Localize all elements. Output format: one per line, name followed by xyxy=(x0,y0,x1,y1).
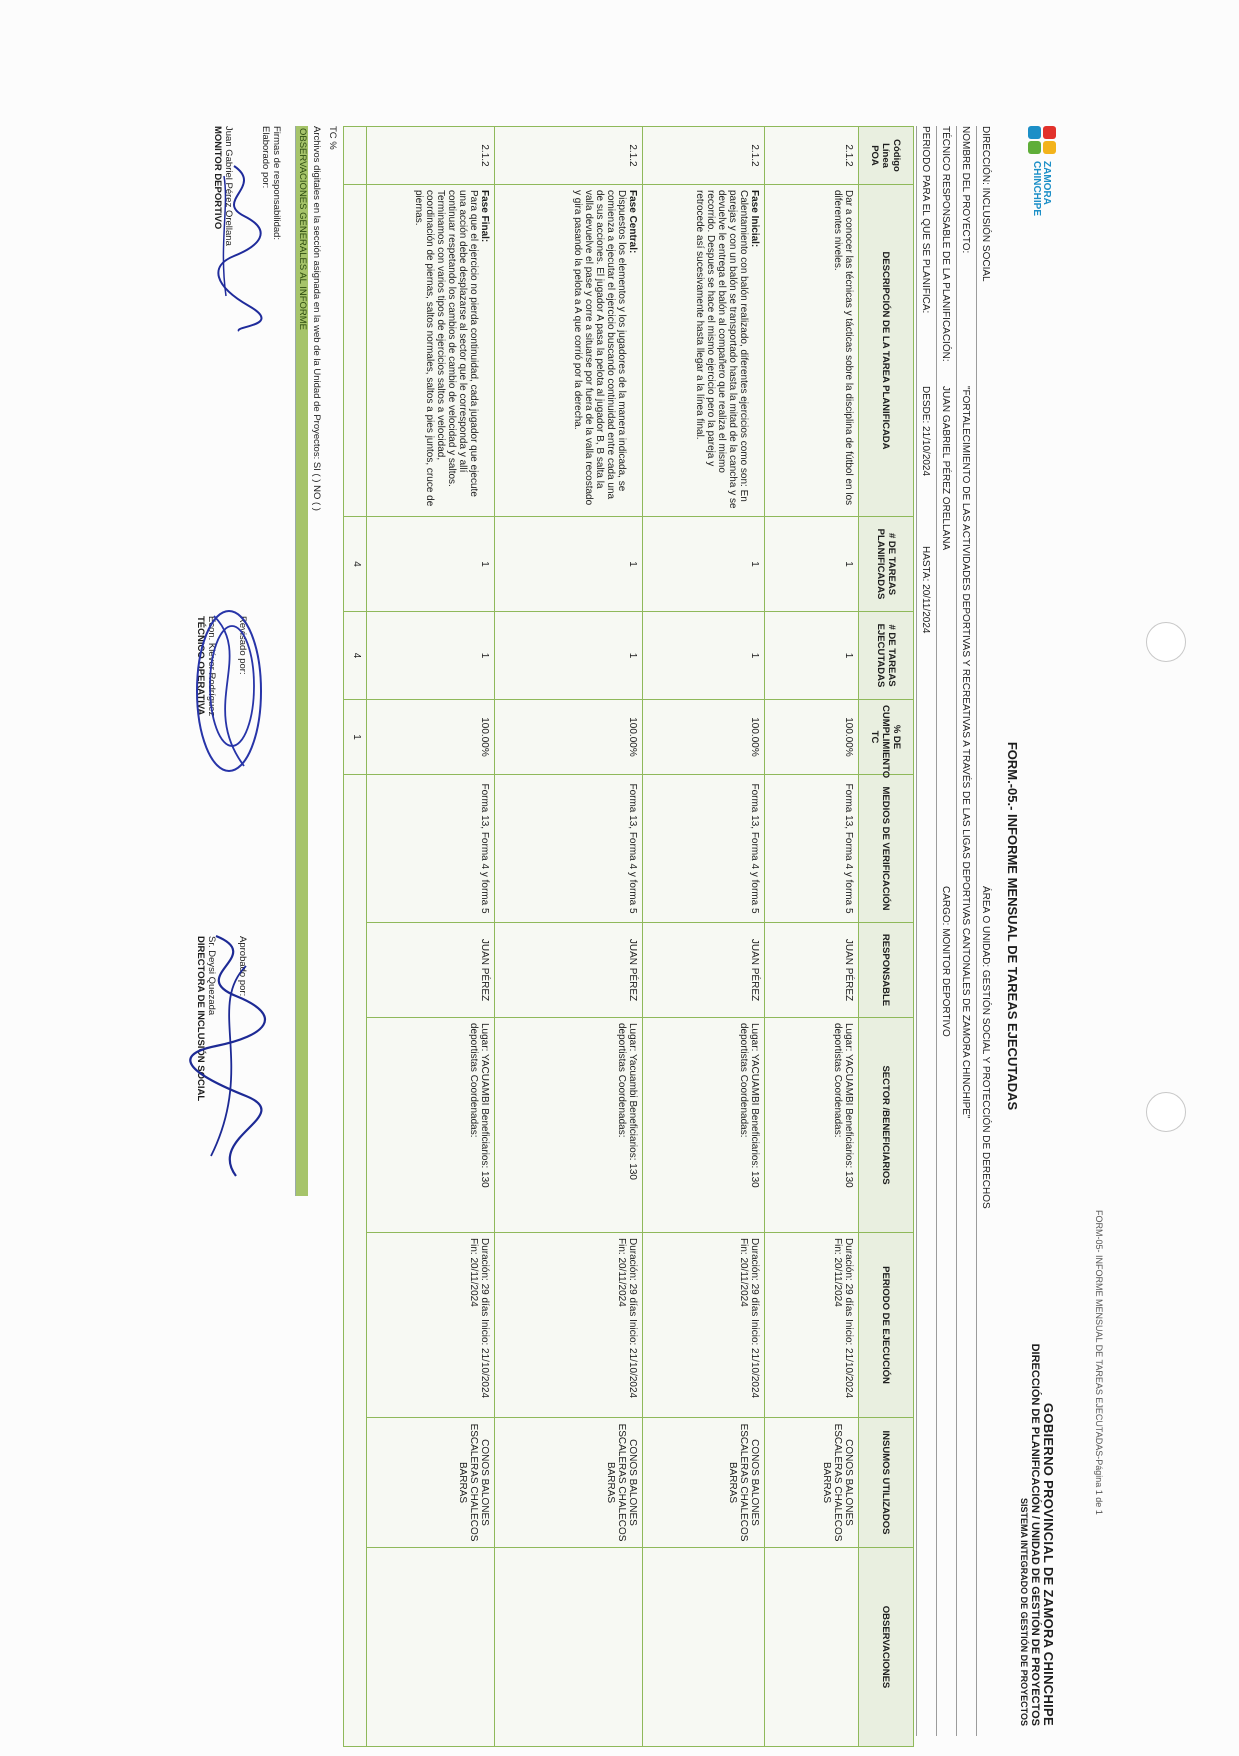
tecnico-value: JUAN GABRIEL PÉREZ ORELLANA xyxy=(940,386,951,551)
cell-sector: Lugar: YACUAMBI Beneficiarios: 130 deportistas Coordenadas: xyxy=(765,1018,859,1233)
desc-text: Dar a conocer las técnicas y tácticas sobre la disciplina de fútbol en los diferentes niveles. xyxy=(832,190,854,506)
cell-periodo: Duración: 29 días Inicio: 21/10/2024 Fin: 20/11/2024 xyxy=(643,1233,765,1418)
cell-periodo: Duración: 29 días Inicio: 21/10/2024 Fin: 20/11/2024 xyxy=(765,1233,859,1418)
cell-sector: Lugar: YACUAMBI Beneficiarios: 130 deportistas Coordenadas: xyxy=(367,1018,495,1233)
periodo-hasta: HASTA: 20/11/2024 xyxy=(920,546,931,634)
cell-pct: 100.00% xyxy=(765,700,859,775)
logo-text-1: ZAMORA xyxy=(1041,161,1052,205)
cell-periodo: Duración: 29 días Inicio: 21/10/2024 Fin: 20/11/2024 xyxy=(495,1233,643,1418)
total-pct: 1 xyxy=(344,700,367,775)
cell-insumos: CONOS BALONES ESCALERAS CHALECOS BARRAS xyxy=(643,1418,765,1548)
cell-code: 2.1.2 xyxy=(765,127,859,185)
cell-resp: JUAN PÉREZ xyxy=(643,923,765,1018)
cell-executed: 1 xyxy=(765,612,859,700)
cell-planned: 1 xyxy=(643,517,765,612)
cell-insumos: CONOS BALONES ESCALERAS CHALECOS BARRAS xyxy=(765,1418,859,1548)
direccion-label: DIRECCIÓN: INCLUSIÓN SOCIAL xyxy=(980,126,991,282)
table-row xyxy=(765,127,859,1747)
revisado-name: Econ. Kléver Rodríguez xyxy=(206,616,217,717)
header-institution xyxy=(1019,1344,1056,1726)
table-header-row xyxy=(859,127,914,1747)
rotated-form xyxy=(164,96,1064,1756)
header-unit: DIRECCIÓN DE PLANIFICACIÓN / UNIDAD DE GESTIÓN DE PROYECTOS xyxy=(1029,1343,1041,1726)
aprobado-label: Aprobado por: xyxy=(237,936,248,997)
cell-pct: 100.00% xyxy=(643,700,765,775)
aprobado-role: DIRECTORA DE INCLUSIÓN SOCIAL xyxy=(195,936,206,1102)
cell-code: 2.1.2 xyxy=(495,127,643,185)
elaborado-role: MONITOR DEPORTIVO xyxy=(212,126,223,230)
cell-desc xyxy=(765,185,859,517)
cell-desc xyxy=(643,185,765,517)
cell-medios: Forma 13, Forma 4 y forma 5 xyxy=(495,775,643,923)
proyecto-label: NOMBRE DEL PROYECTO: xyxy=(960,126,971,254)
tc-label: TC % xyxy=(327,126,338,150)
elaborado-label: Elaborado por: xyxy=(260,126,271,189)
desc-title: Fase Final: xyxy=(479,190,490,243)
cell-resp: JUAN PÉREZ xyxy=(765,923,859,1018)
cell-pct: 100.00% xyxy=(495,700,643,775)
cell-periodo: Duración: 29 días Inicio: 21/10/2024 Fin: 20/11/2024 xyxy=(367,1233,495,1418)
logo-text-2: CHINCHIPE xyxy=(1031,161,1042,217)
tecnico-label: TÉCNICO RESPONSABLE DE LA PLANIFICACIÓN: xyxy=(940,126,951,362)
col-header-code: Código Línea POA xyxy=(859,127,914,185)
desc-text: Dispuestos los elementos y los jugadores de la manera indicada, se comienza a ejecutar el ejercicio buscando continuidad entre cada una de sus acciones. El jugador A pasa la pelota al jugador B, B salta la valla devuelve el pase y corre a situarse por fuera de la valla recostado y gira pasando la pelota a A que corrió por la derecha. xyxy=(572,190,627,506)
observations-label: OBSERVACIONES GENERALES AL INFORME xyxy=(297,128,308,331)
signature-revisado-icon xyxy=(184,596,274,786)
col-header-periodo: PERIODO DE EJECUCIÓN xyxy=(859,1233,914,1418)
cell-medios: Forma 13, Forma 4 y forma 5 xyxy=(643,775,765,923)
total-planned: 4 xyxy=(344,517,367,612)
cell-code: 2.1.2 xyxy=(367,127,495,185)
observations-line xyxy=(295,126,296,1196)
cell-resp: JUAN PÉREZ xyxy=(367,923,495,1018)
col-header-medios: MEDIOS DE VERIFICACIÓN xyxy=(859,775,914,923)
header-system: SISTEMA INTEGRADO DE GESTIÓN DE PROYECTOS xyxy=(1019,1497,1029,1726)
cell-sector: Lugar: YACUAMBI Beneficiarios: 130 deportistas Coordenadas: xyxy=(643,1018,765,1233)
cell-obs xyxy=(367,1548,495,1747)
cell-desc xyxy=(495,185,643,517)
logo-mark-icon xyxy=(1026,126,1056,156)
periodo-label: PERIODO PARA EL QUE SE PLANIFICA: xyxy=(920,126,931,314)
cell-obs xyxy=(643,1548,765,1747)
table-row xyxy=(643,127,765,1747)
cell-medios: Forma 13, Forma 4 y forma 5 xyxy=(765,775,859,923)
cell-planned: 1 xyxy=(765,517,859,612)
revisado-role: TÉCNICO OPERATIVA xyxy=(195,616,206,716)
cell-executed: 1 xyxy=(643,612,765,700)
col-header-planned: # DE TAREAS PLANIFICADAS xyxy=(859,517,914,612)
desc-title: Fase Central: xyxy=(627,190,638,254)
col-header-insumos: INSUMOS UTILIZADOS xyxy=(859,1418,914,1548)
area-label: ÁREA O UNIDAD: GESTIÓN SOCIAL Y PROTECCIÓN DE DERECHOS xyxy=(980,886,991,1209)
proyecto-value: "FORTALECIMIENTO DE LAS ACTIVIDADES DEPORTIVAS Y RECREATIVAS A TRAVÉS DE LAS LIGAS DEPORTIVAS CANTONALES DE ZAMORA CHINCHIPE" xyxy=(960,386,971,1119)
firmas-label: Firmas de responsabilidad: xyxy=(271,126,282,241)
col-header-obs: OBSERVACIONES xyxy=(859,1548,914,1747)
tasks-table xyxy=(343,126,914,1747)
cell-obs xyxy=(765,1548,859,1747)
page-title: FORM.-05.- INFORME MENSUAL DE TAREAS EJECUTADAS xyxy=(1005,741,1020,1111)
desc-text: Para que el ejercicio no pierda continuidad, cada jugador que ejecute una acción debe desplazarse al sector que le corresponda y allí continuar respetando los cambios de cambio de velocidad y saltos. Terminamos con varios tipos de ejercicios saltos a velocidad, coordinación de piernas, saltos normales, saltos a pies juntos, cruce de piernas. xyxy=(413,190,479,507)
page-footer: FORM-05- INFORME MENSUAL DE TAREAS EJECUTADAS-Página 1 de 1 xyxy=(1094,1210,1104,1515)
cell-resp: JUAN PÉREZ xyxy=(495,923,643,1018)
signature-aprobado-icon xyxy=(176,926,276,1186)
cell-insumos: CONOS BALONES ESCALERAS CHALECOS BARRAS xyxy=(495,1418,643,1548)
elaborado-name: Juan Gabriel Pérez Orellana xyxy=(223,126,234,246)
cell-planned: 1 xyxy=(367,517,495,612)
cell-pct: 100.00% xyxy=(367,700,495,775)
col-header-desc: DESCRIPCIÓN DE LA TAREA PLANIFICADA xyxy=(859,185,914,517)
punch-hole-top xyxy=(1146,622,1186,662)
col-header-resp: RESPONSABLE xyxy=(859,923,914,1018)
cell-desc xyxy=(367,185,495,517)
cell-medios: Forma 13, Forma 4 y forma 5 xyxy=(367,775,495,923)
table-row xyxy=(367,127,495,1747)
col-header-pct: % DE CUMPLIMIENTO TC xyxy=(859,700,914,775)
col-header-executed: # DE TAREAS EJECUTADAS xyxy=(859,612,914,700)
revisado-label: Revisado por: xyxy=(237,616,248,675)
desc-title: Fase Inicial: xyxy=(749,190,760,248)
cell-executed: 1 xyxy=(495,612,643,700)
cell-sector: Lugar: Yacuambi Beneficiarios: 130 deportistas Coordenadas: xyxy=(495,1018,643,1233)
totals-row xyxy=(344,127,367,1747)
form-meta xyxy=(916,126,996,1736)
logo xyxy=(1026,126,1056,216)
cell-code: 2.1.2 xyxy=(643,127,765,185)
cell-obs xyxy=(495,1548,643,1747)
col-header-sector: SECTOR /BENEFICIARIOS xyxy=(859,1018,914,1233)
desc-text: Calentamiento con balón realizado, diferentes ejercicios como son: En parejas y con un balón se transportado hasta la mitad de la cancha y se devuelve le entrega el balón al compañero que realiza el mismo recorrido. Despues se hace el mismo ejercicio pero la pareja y retrocede así sucesivamente hasta llegar a la línea final. xyxy=(694,190,749,509)
cell-executed: 1 xyxy=(367,612,495,700)
signature-elaborado-icon xyxy=(204,156,274,336)
digital-files-note: Archivos digitales en la sección asignada en la web de la Unidad de Proyectos: SI ( ) NO ( ) xyxy=(311,126,322,511)
cell-insumos: CONOS BALONES ESCALERAS CHALECOS BARRAS xyxy=(367,1418,495,1548)
aprobado-name: Sr. Deysi Quezada xyxy=(206,936,217,1016)
punch-hole-bottom xyxy=(1146,1092,1186,1132)
cell-planned: 1 xyxy=(495,517,643,612)
table-row xyxy=(495,127,643,1747)
periodo-desde: DESDE: 21/10/2024 xyxy=(920,386,931,477)
header-org: GOBIERNO PROVINCIAL DE ZAMORA CHINCHIPE xyxy=(1041,1403,1056,1726)
cargo-label: CARGO: MONITOR DEPORTIVO xyxy=(940,886,951,1037)
total-executed: 4 xyxy=(344,612,367,700)
